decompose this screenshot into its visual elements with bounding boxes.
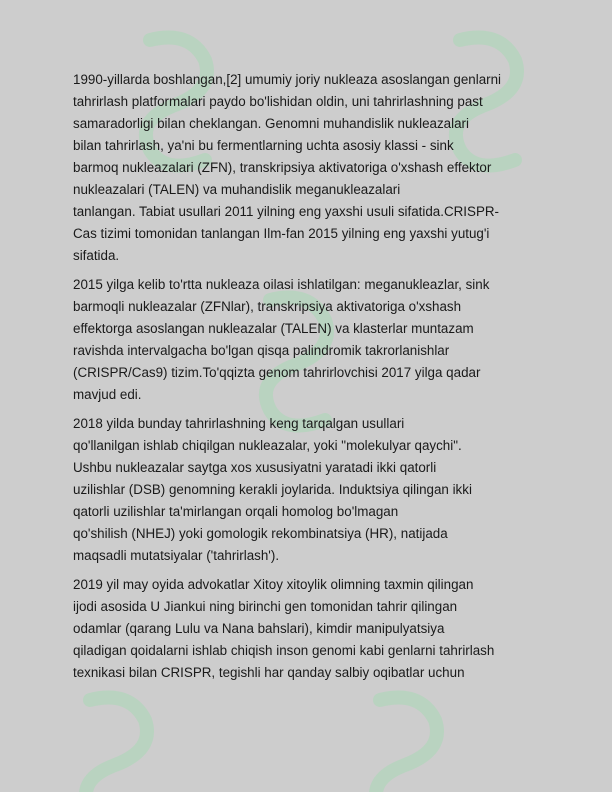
text-line: effektorga asoslangan nukleazalar (TALEN) va klasterlar muntazam [73,321,474,336]
text-line: 2018 yilda bunday tahrirlashning keng tarqalgan usullari [73,416,405,431]
text-line: 2015 yilga kelib to'rtta nukleaza oilasi ishlatilgan: meganukleazlar, sink [73,277,490,292]
text-line: qatorli uzilishlar ta'mirlangan orqali homolog bo'lmagan [73,504,399,519]
paragraph-1 [73,69,543,267]
text-line: Ushbu nukleazalar saytga xos xususiyatni yaratadi ikki qatorli [73,460,437,475]
text-line: 1990-yillarda boshlangan,[2] umumiy joriy nukleaza asoslangan genlarni [73,72,502,87]
text-line: nukleazalari (TALEN) va muhandislik meganukleazalari [73,182,401,197]
body-text [73,69,543,691]
text-line: barmoq nukleazalari (ZFN), transkripsiya aktivatoriga o'xshash effektor [73,160,492,175]
text-line: tanlangan. Tabiat usullari 2011 yilning eng yaxshi usuli sifatida.CRISPR- [73,204,500,219]
text-line: Cas tizimi tomonidan tanlangan Ilm-fan 2015 yilning eng yaxshi yutug'i [73,226,490,241]
text-line: 2019 yil may oyida advokatlar Xitoy xitoylik olimning taxmin qilingan [73,577,474,592]
text-line: uzilishlar (DSB) genomning kerakli joylarida. Induktsiya qilingan ikki [73,482,472,497]
text-line: odamlar (qarang Lulu va Nana bahslari), kimdir manipulyatsiya [73,621,445,636]
paragraph-4 [73,574,543,684]
paragraph-3 [73,413,543,567]
text-line: sifatida. [73,248,120,263]
text-line: bilan tahrirlash, ya'ni bu fermentlarning uchta asosiy klassi - sink [73,138,454,153]
text-line: mavjud edi. [73,387,142,402]
text-line: ijodi asosida U Jiankui ning birinchi gen tomonidan tahrir qilingan [73,599,458,614]
paragraph-2 [73,274,543,406]
text-line: qo'llanilgan ishlab chiqilgan nukleazalar, yoki "molekulyar qaychi". [73,438,462,453]
text-line: tahrirlash platformalari paydo bo'lishidan oldin, uni tahrirlashning past [73,94,483,109]
text-line: barmoqli nukleazalar (ZFNlar), transkripsiya aktivatoriga o'xshash [73,299,462,314]
text-line: qo'shilish (NHEJ) yoki gomologik rekombinatsiya (HR), natijada [73,526,448,541]
text-line: texnikasi bilan CRISPR, tegishli har qanday salbiy oqibatlar uchun [73,665,465,680]
text-line: (CRISPR/Cas9) tizim.To'qqizta genom tahrirlovchisi 2017 yilga qadar [73,365,481,380]
text-line: qiladigan qoidalarni ishlab chiqish inson genomi kabi genlarni tahrirlash [73,643,495,658]
text-line: maqsadli mutatsiyalar ('tahrirlash'). [73,548,280,563]
text-line: samaradorligi bilan cheklangan. Genomni muhandislik nukleazalari [73,116,469,131]
text-line: ravishda intervalgacha bo'lgan qisqa palindromik takrorlanishlar [73,343,450,358]
